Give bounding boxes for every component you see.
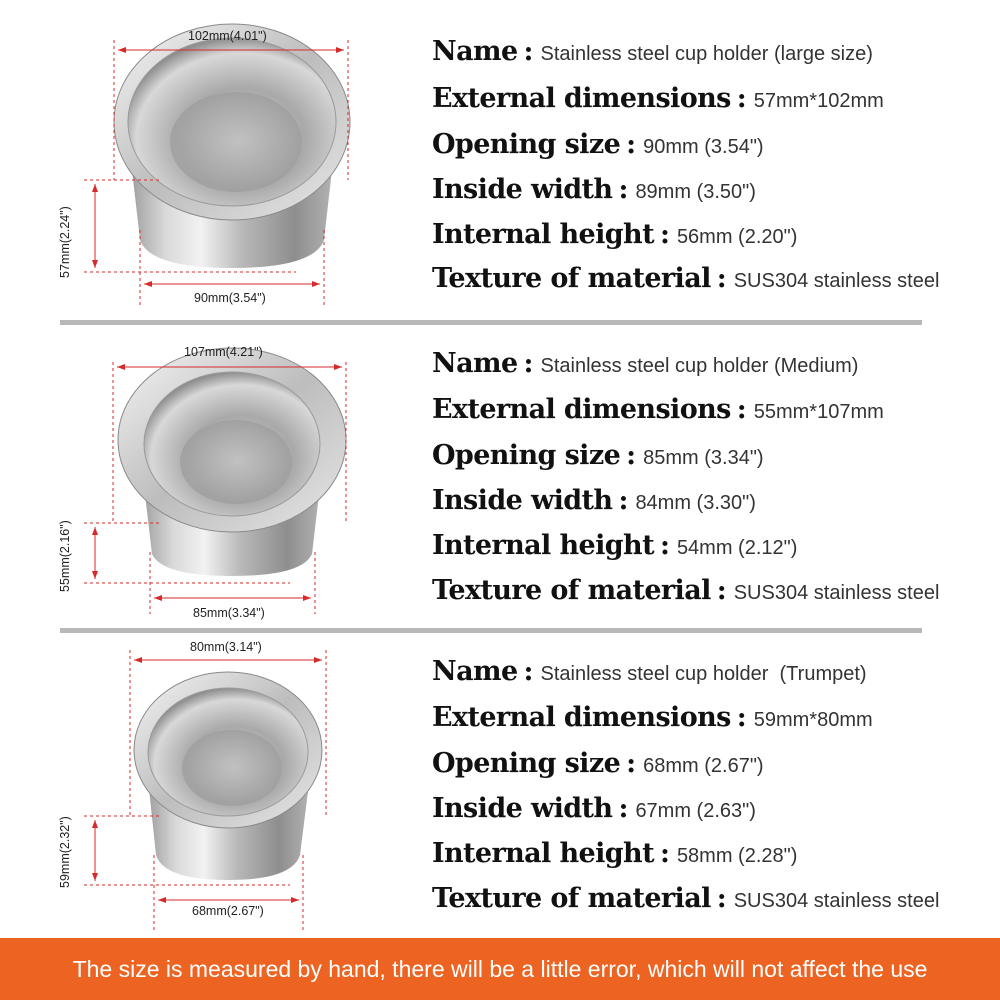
spec-key: Opening size bbox=[432, 440, 621, 471]
spec-key: Inside width bbox=[432, 485, 613, 516]
spec-value: 67mm (2.63") bbox=[635, 800, 756, 822]
spec-value: 58mm (2.28") bbox=[676, 845, 798, 867]
spec-value: 84mm (3.30") bbox=[635, 492, 756, 514]
spec-row-external-dimensions bbox=[432, 702, 873, 733]
spec-key: Inside width bbox=[432, 793, 613, 824]
spec-colon: : bbox=[626, 440, 637, 471]
spec-row-opening-size bbox=[432, 440, 764, 471]
spec-colon: : bbox=[523, 656, 534, 687]
spec-colon: : bbox=[618, 793, 629, 824]
spec-value: 56mm (2.20") bbox=[676, 226, 798, 248]
spec-key: Texture of material bbox=[432, 575, 711, 606]
spec-row-inside-width bbox=[432, 485, 756, 516]
spec-key: Opening size bbox=[432, 748, 621, 779]
spec-colon: : bbox=[659, 530, 670, 561]
spec-value: Stainless steel cup holder (large size) bbox=[540, 43, 873, 65]
spec-colon: : bbox=[736, 394, 747, 425]
spec-row-opening-size bbox=[432, 129, 764, 160]
spec-colon: : bbox=[626, 129, 637, 160]
bottom-width-label: 90mm(3.54") bbox=[194, 291, 266, 305]
spec-key: Name bbox=[432, 36, 518, 67]
product-figure bbox=[0, 630, 430, 950]
spec-value: 57mm*102mm bbox=[753, 90, 884, 112]
spec-value: 68mm (2.67") bbox=[643, 755, 764, 777]
spec-value: SUS304 stainless steel bbox=[733, 890, 940, 912]
spec-colon: : bbox=[659, 219, 670, 250]
spec-row-internal-height bbox=[432, 219, 797, 250]
product-section-trumpet bbox=[0, 630, 1000, 938]
spec-row-material bbox=[432, 263, 939, 294]
spec-key: Texture of material bbox=[432, 883, 711, 914]
spec-value: Stainless steel cup holder (Trumpet) bbox=[540, 663, 867, 685]
spec-key: Name bbox=[432, 348, 518, 379]
product-section-medium bbox=[0, 322, 1000, 630]
spec-value: 54mm (2.12") bbox=[676, 537, 798, 559]
spec-key: Internal height bbox=[432, 530, 654, 561]
spec-colon: : bbox=[716, 883, 727, 914]
spec-row-name bbox=[432, 348, 858, 379]
spec-colon: : bbox=[626, 748, 637, 779]
spec-colon: : bbox=[736, 83, 747, 114]
spec-value: 59mm*80mm bbox=[753, 709, 873, 731]
spec-key: Inside width bbox=[432, 174, 613, 205]
spec-colon: : bbox=[736, 702, 747, 733]
spec-key: Internal height bbox=[432, 838, 654, 869]
top-width-label: 107mm(4.21") bbox=[184, 345, 263, 359]
spec-key: Internal height bbox=[432, 219, 654, 250]
spec-row-opening-size bbox=[432, 748, 764, 779]
spec-value: 89mm (3.50") bbox=[635, 181, 756, 203]
spec-key: Opening size bbox=[432, 129, 621, 160]
spec-colon: : bbox=[716, 263, 727, 294]
spec-row-name bbox=[432, 36, 873, 67]
spec-value: 85mm (3.34") bbox=[643, 447, 764, 469]
spec-value: SUS304 stainless steel bbox=[733, 582, 940, 604]
stainless-steel-cup-holder-trumpet-photo bbox=[0, 630, 430, 950]
spec-row-external-dimensions bbox=[432, 83, 884, 114]
height-label: 57mm(2.24") bbox=[58, 206, 72, 278]
top-width-label: 102mm(4.01") bbox=[188, 29, 267, 43]
product-figure bbox=[0, 0, 430, 320]
spec-key: Name bbox=[432, 656, 518, 687]
spec-key: External dimensions bbox=[432, 702, 731, 733]
spec-row-material bbox=[432, 883, 939, 914]
spec-row-name bbox=[432, 656, 867, 687]
height-label: 59mm(2.32") bbox=[58, 816, 72, 888]
spec-colon: : bbox=[618, 174, 629, 205]
spec-row-material bbox=[432, 575, 939, 606]
bottom-width-label: 68mm(2.67") bbox=[192, 904, 264, 918]
spec-value: SUS304 stainless steel bbox=[733, 270, 940, 292]
spec-colon: : bbox=[523, 348, 534, 379]
stainless-steel-cup-holder-medium-photo bbox=[0, 322, 430, 642]
disclaimer-banner bbox=[0, 938, 1000, 1000]
spec-key: External dimensions bbox=[432, 83, 731, 114]
spec-key: External dimensions bbox=[432, 394, 731, 425]
spec-value: 90mm (3.54") bbox=[643, 136, 764, 158]
product-figure bbox=[0, 322, 430, 642]
spec-colon: : bbox=[523, 36, 534, 67]
spec-colon: : bbox=[618, 485, 629, 516]
spec-row-internal-height bbox=[432, 838, 797, 869]
spec-row-external-dimensions bbox=[432, 394, 884, 425]
spec-key: Texture of material bbox=[432, 263, 711, 294]
height-label: 55mm(2.16") bbox=[58, 520, 72, 592]
spec-colon: : bbox=[659, 838, 670, 869]
spec-row-inside-width bbox=[432, 174, 756, 205]
spec-row-internal-height bbox=[432, 530, 797, 561]
disclaimer-text: The size is measured by hand, there will be a little error, which will not affect the use bbox=[72, 955, 928, 982]
spec-value: 55mm*107mm bbox=[753, 401, 884, 423]
product-section-large bbox=[0, 0, 1000, 322]
spec-colon: : bbox=[716, 575, 727, 606]
top-width-label: 80mm(3.14") bbox=[190, 640, 262, 654]
spec-row-inside-width bbox=[432, 793, 756, 824]
bottom-width-label: 85mm(3.34") bbox=[193, 606, 265, 620]
spec-value: Stainless steel cup holder (Medium) bbox=[540, 355, 859, 377]
